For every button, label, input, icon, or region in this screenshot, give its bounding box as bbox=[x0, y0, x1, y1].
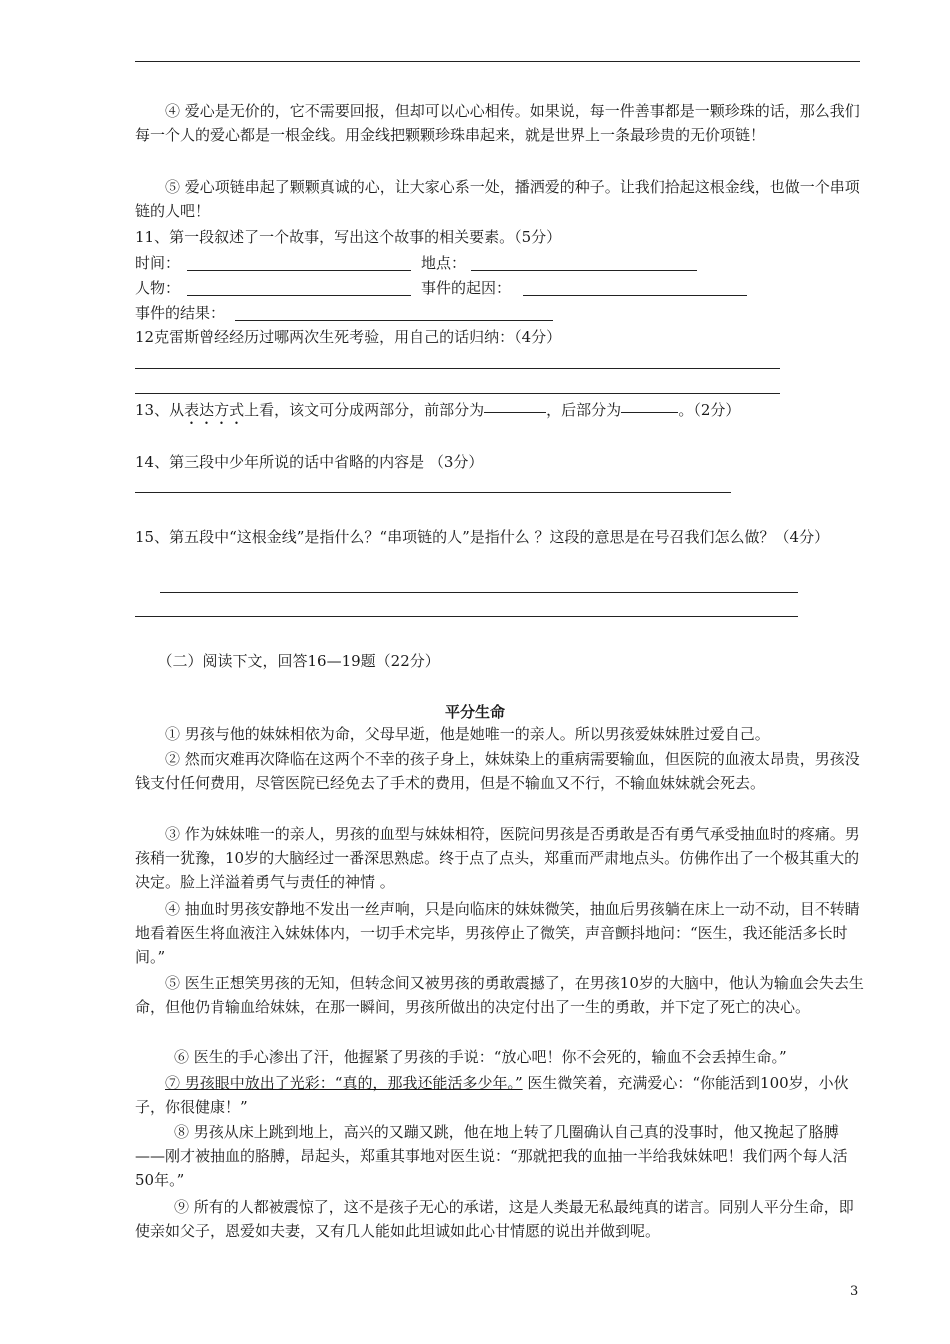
q15-answer-line-2[interactable] bbox=[135, 616, 798, 617]
passage1-paragraph-5: ⑤ 爱心项链串起了颗颗真诚的心，让大家心系一处，播洒爱的种子。让我们拾起这根金线，也做一个串项链的人吧！ bbox=[135, 178, 860, 220]
q13-prefix: 13、从 bbox=[135, 401, 185, 419]
q13-suffix: 。（2分） bbox=[678, 401, 741, 419]
question-15: 15、第五段中“这根金线”是指什么？“串项链的人”是指什么 ？这段的意思是在号召我们怎么做？（4分） bbox=[135, 528, 830, 546]
q12-answer-line-1[interactable] bbox=[135, 368, 780, 369]
passage2-paragraph-9: ⑨ 所有的人都被震惊了，这不是孩子无心的承诺，这是人类最无私最纯真的诺言。同别人平分生命，即使亲如父子，恩爱如夫妻，又有几人能如此坦诚如此心甘情愿的说出并做到呢。 bbox=[135, 1198, 854, 1240]
q11-row-result bbox=[135, 301, 835, 325]
passage2-paragraph-7 bbox=[135, 1071, 865, 1119]
passage2-paragraph-5: ⑤ 医生正想笑男孩的无知，但转念间又被男孩的勇敢震撼了，在男孩10岁的大脑中，他认为输血会失去生命，但他仍肯输血给妹妹，在那一瞬间，男孩所做出的决定付出了一生的勇敢，并下定了死亡的决心。 bbox=[135, 974, 864, 1016]
passage2-paragraph-1: ① 男孩与他的妹妹相依为命，父母早逝，他是她唯一的亲人。所以男孩爱妹妹胜过爱自己。 bbox=[165, 725, 770, 743]
q11-cause-blank[interactable] bbox=[523, 295, 747, 296]
passage2-paragraph-3: ③ 作为妹妹唯一的亲人，男孩的血型与妹妹相符，医院问男孩是否勇敢是否有勇气承受抽血时的疼痛。男孩稍一犹豫，10岁的大脑经过一番深思熟虑。终于点了点头，郑重而严肃地点头。仿佛作出了一个极其重大的决定。脸上洋溢着勇气与责任的神情 。 bbox=[135, 825, 860, 891]
q11-place-label: 地点： bbox=[421, 254, 467, 272]
q11-row-person-cause bbox=[135, 276, 835, 300]
passage2-paragraph-4: ④ 抽血时男孩安静地不发出一丝声响，只是向临床的妹妹微笑，抽血后男孩躺在床上一动不动，目不转睛地看着医生将血液注入妹妹体内，一切手术完毕，男孩停止了微笑，声音颤抖地问：“医生，我还能活多长时间。” bbox=[135, 900, 860, 966]
question-13 bbox=[135, 398, 855, 422]
q11-cause-label: 事件的起因： bbox=[421, 279, 512, 297]
paragraph-7-rest: 医生微笑着，充满爱心：“你能活到100岁，小伙子，你很健康！” bbox=[135, 1074, 849, 1116]
passage1-paragraph-4: ④ 爱心是无价的，它不需要回报，但却可以心心相传。如果说，每一件善事都是一颗珍珠的话，那么我们每一个人的爱心都是一根金线。用金线把颗颗珍珠串起来，就是世界上一条最珍贵的无价项链！ bbox=[135, 102, 860, 144]
q11-time-label: 时间： bbox=[135, 254, 181, 272]
q14-answer-line[interactable] bbox=[135, 492, 731, 493]
section2-heading: （二）阅读下文，回答16—19题（22分） bbox=[157, 652, 440, 670]
q11-time-blank[interactable] bbox=[187, 270, 411, 271]
q11-row-time-place bbox=[135, 251, 835, 275]
q13-middle-2: ，后部分为 bbox=[546, 401, 622, 419]
q11-place-blank[interactable] bbox=[471, 270, 697, 271]
q11-result-label: 事件的结果： bbox=[135, 304, 226, 322]
q11-person-label: 人物： bbox=[135, 279, 181, 297]
question-14: 14、第三段中少年所说的话中省略的内容是 （3分） bbox=[135, 453, 484, 471]
q12-answer-line-2[interactable] bbox=[135, 393, 780, 394]
header-rule bbox=[135, 61, 860, 62]
q15-answer-line-1[interactable] bbox=[160, 592, 798, 593]
q11-result-blank[interactable] bbox=[235, 320, 553, 321]
passage2-paragraph-6: ⑥ 医生的手心渗出了汗，他握紧了男孩的手说：“放心吧！你不会死的，输血不会丢掉生命。” bbox=[174, 1048, 787, 1066]
passage-title: 平分生命 bbox=[444, 703, 505, 721]
page-number: 3 bbox=[850, 1284, 859, 1299]
q13-blank-1[interactable] bbox=[484, 398, 546, 413]
passage2-paragraph-8: ⑧ 男孩从床上跳到地上，高兴的又蹦又跳，他在地上转了几圈确认自己真的没事时，他又挽起了胳膊——刚才被抽血的胳膊，昂起头，郑重其事地对医生说：“那就把我的血抽一半给我妹妹吧！我们两个每人活50年。” bbox=[135, 1123, 848, 1189]
q11-person-blank[interactable] bbox=[187, 295, 411, 296]
q13-blank-2[interactable] bbox=[621, 398, 678, 413]
q13-middle: 上看，该文可分成两部分，前部分为 bbox=[244, 401, 485, 419]
question-12: 12克雷斯曾经经历过哪两次生死考验，用自己的话归纳：（4分） bbox=[135, 328, 562, 346]
question-11: 11、第一段叙述了一个故事，写出这个故事的相关要素。（5分） bbox=[135, 228, 562, 246]
underlined-sentence: ⑦ 男孩眼中放出了光彩：“真的，那我还能活多少年。” bbox=[165, 1074, 523, 1092]
passage2-paragraph-2: ② 然而灾难再次降临在这两个不幸的孩子身上，妹妹染上的重病需要输血，但医院的血液太昂贵，男孩没钱支付任何费用，尽管医院已经免去了手术的费用，但是不输血又不行，不输血妹妹就会死去。 bbox=[135, 750, 860, 792]
q13-emphasis: 表达方式 bbox=[184, 401, 245, 419]
